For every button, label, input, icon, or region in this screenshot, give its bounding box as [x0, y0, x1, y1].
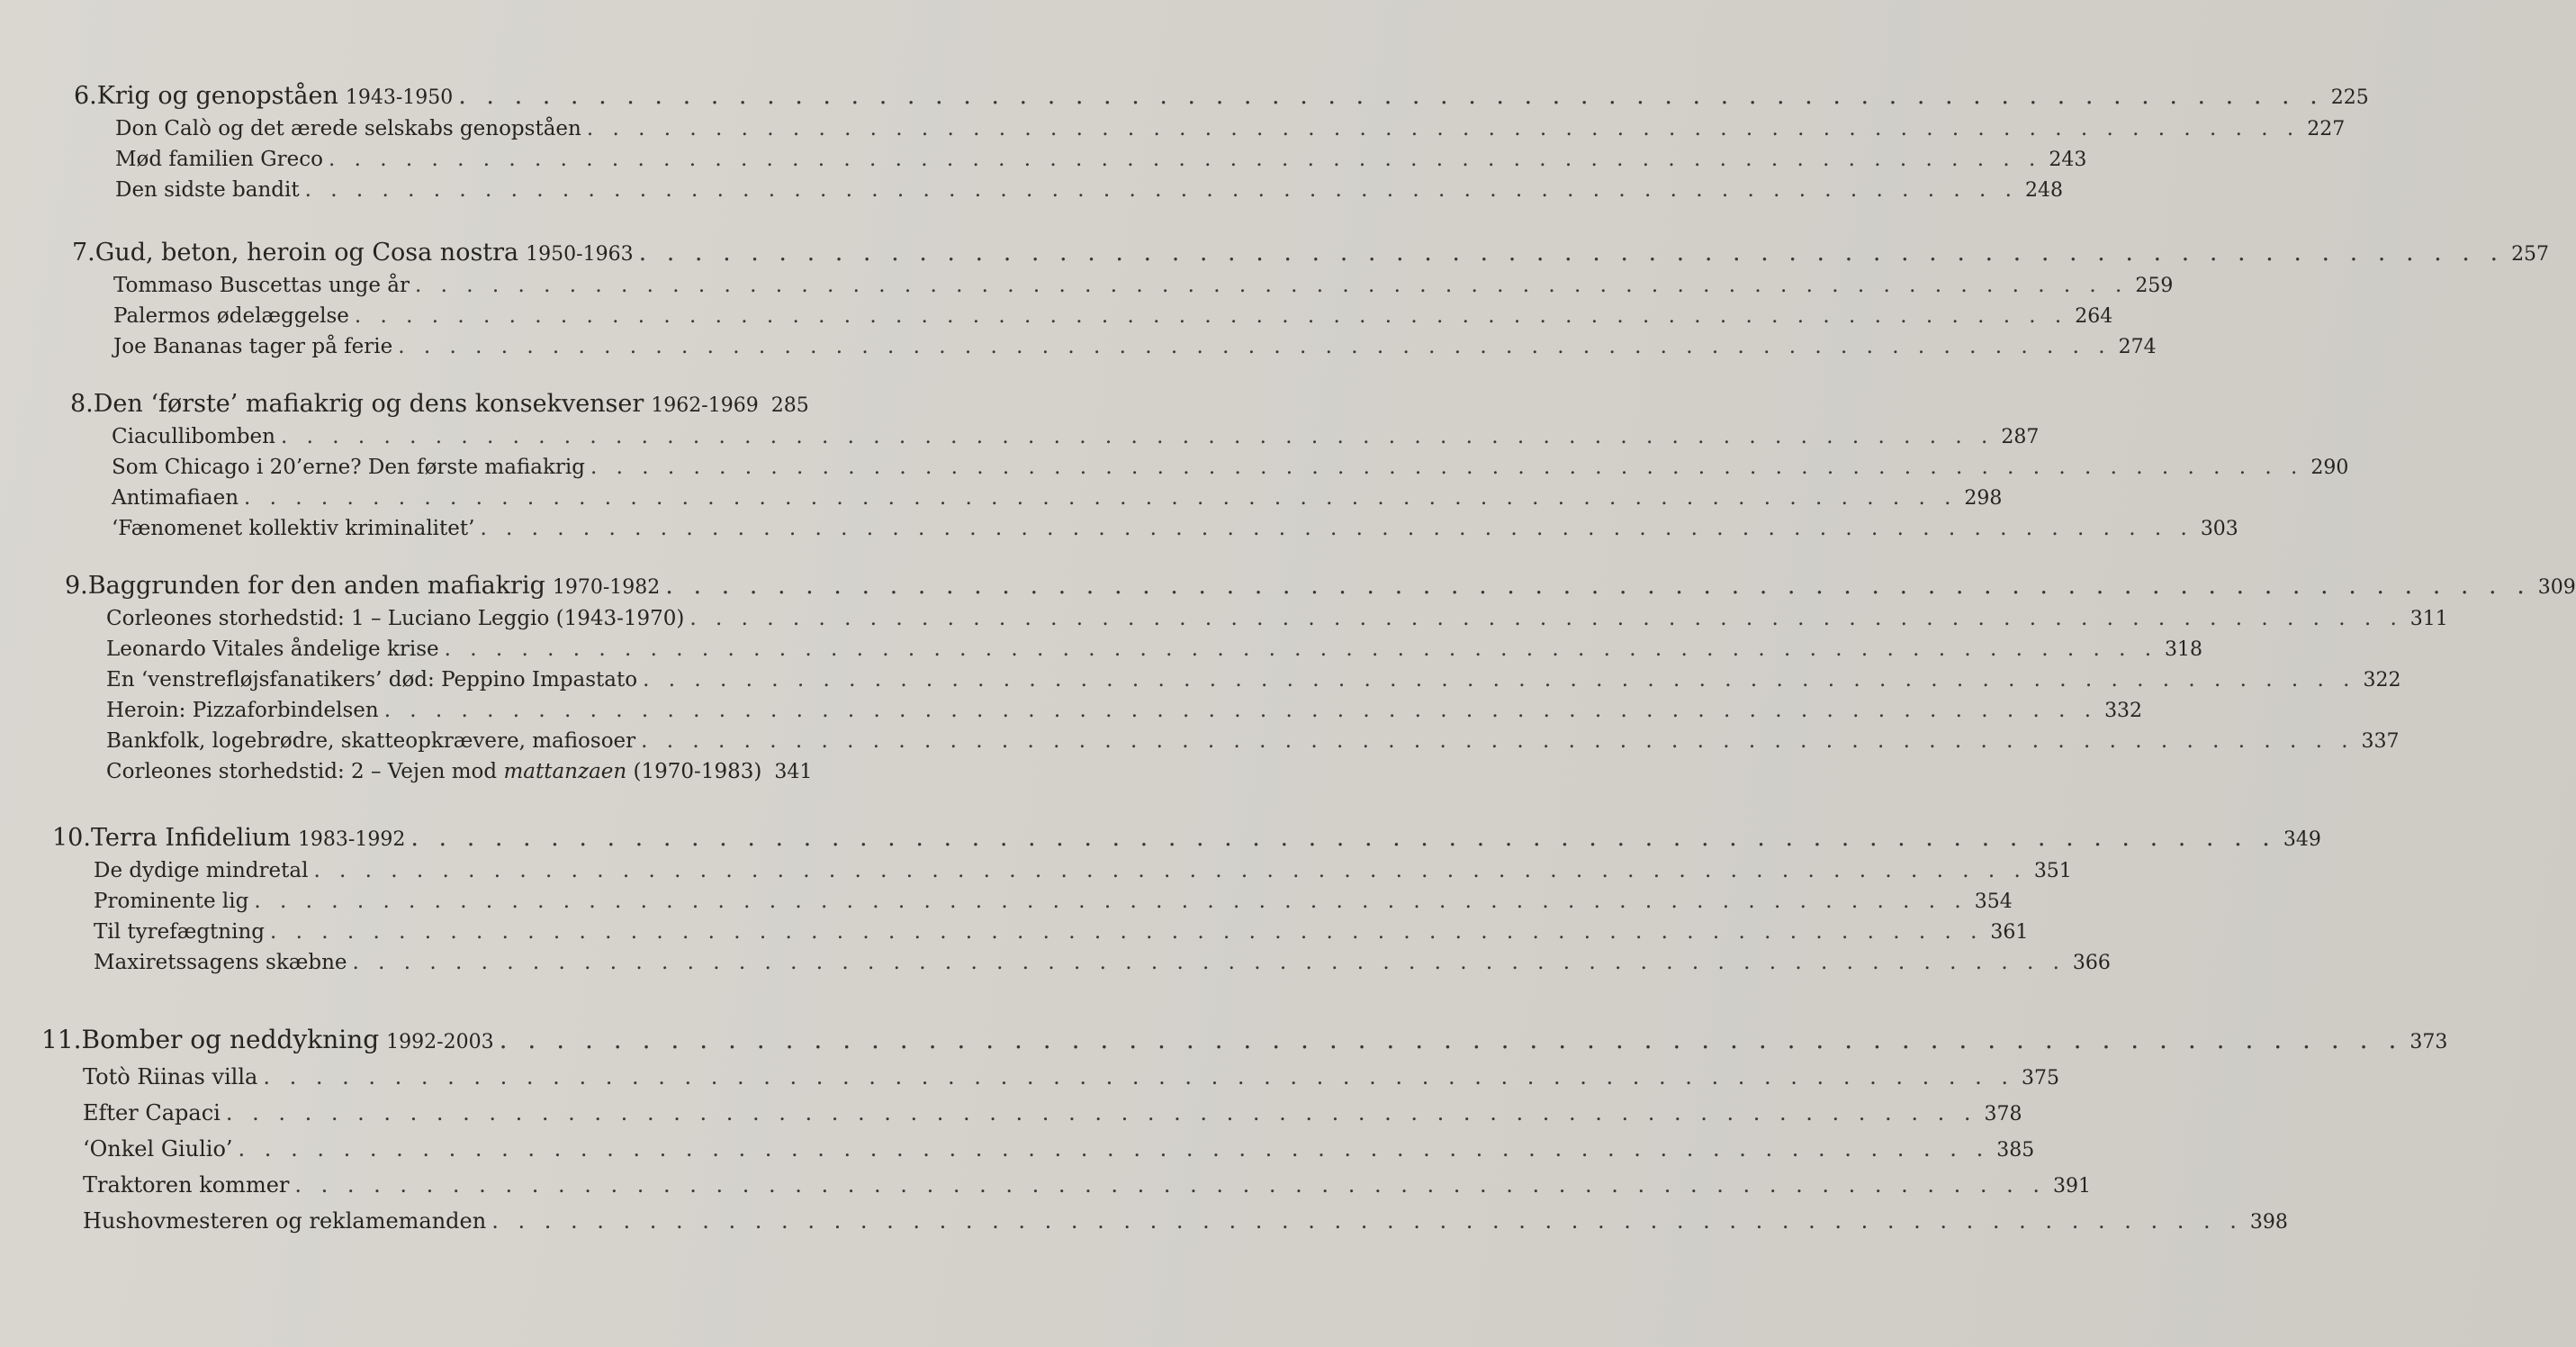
section-title: Leonardo Vitales åndelige krise [106, 637, 439, 661]
section-title-text: (1970-1983) [626, 760, 762, 783]
toc-section [70, 513, 2238, 544]
page-number: 337 [2361, 730, 2400, 753]
page-number: 287 [2001, 426, 2040, 448]
dot-leader [500, 1021, 2403, 1059]
chapter-heading [72, 236, 2550, 270]
section-title: Hushovmesteren og reklamemanden [83, 1208, 487, 1234]
dot-leader [329, 144, 2041, 175]
page-number: 375 [2022, 1067, 2059, 1089]
section-title: ‘Onkel Giulio’ [83, 1136, 233, 1162]
toc-section [65, 756, 813, 787]
toc-section [52, 917, 2029, 947]
page-number: 391 [2053, 1175, 2092, 1198]
page-number: 274 [2118, 336, 2157, 358]
toc-section [70, 483, 2003, 513]
page-number: 385 [1996, 1139, 2035, 1162]
toc-chapter-10 [52, 821, 2321, 978]
section-title: Don Calò og det ærede selskabs genopståen [115, 117, 581, 140]
page-number: 257 [2511, 243, 2550, 266]
dot-leader [458, 79, 2323, 113]
toc-chapter-11 [41, 1021, 2448, 1239]
dot-leader [665, 569, 2530, 603]
page-number: 264 [2075, 305, 2113, 328]
page-number: 398 [2249, 1211, 2288, 1234]
toc-chapter-6 [74, 79, 2369, 205]
toc-section [74, 144, 2087, 175]
dot-leader [384, 695, 2097, 726]
chapter-title: Baggrunden for den anden mafiakrig [87, 572, 545, 600]
dot-leader [590, 452, 2303, 483]
section-title: En ‘venstrefløjsfanatikers’ død: Peppino Impastato [106, 668, 638, 692]
page-number: 361 [1990, 921, 2029, 944]
section-title: Palermos ødelæggelse [113, 304, 349, 328]
chapter-years: 1992-2003 [386, 1031, 494, 1053]
section-title: Ciacullibomben [112, 425, 275, 448]
chapter-number: 10. [52, 824, 91, 852]
page-number: 366 [2072, 952, 2111, 974]
chapter-years: 1970-1982 [552, 576, 661, 599]
dot-leader [355, 301, 2067, 331]
page-number: 290 [2310, 457, 2349, 479]
dot-leader [587, 113, 2300, 144]
chapter-number: 11. [41, 1025, 82, 1054]
chapter-years: 1983-1992 [297, 828, 406, 851]
section-title: Antimafiaen [112, 486, 239, 510]
chapter-title: Terra Infidelium [90, 824, 291, 852]
page-number: 298 [1964, 487, 2003, 510]
dot-leader [643, 664, 2355, 695]
section-title: ‘Fænomenet kollektiv kriminalitet’ [112, 517, 475, 540]
section-title: Traktoren kommer [83, 1172, 290, 1198]
section-title [106, 756, 761, 787]
dot-leader [270, 917, 1983, 947]
section-title: Tommaso Buscettas unge år [113, 274, 410, 297]
toc-chapter-8 [70, 387, 2349, 544]
dot-leader [294, 1167, 2046, 1203]
toc-section [65, 603, 2448, 634]
section-title: Joe Bananas tager på ferie [113, 335, 393, 358]
chapter-title: Krig og genopståen [96, 82, 338, 110]
toc-section [74, 175, 2063, 205]
chapter-heading [52, 821, 2321, 855]
chapter-title: Den ‘første’ mafiakrig og dens konsekvenser [93, 390, 644, 418]
toc-section [41, 1131, 2035, 1167]
chapter-title: Gud, beton, heroin og Cosa nostra [95, 239, 519, 267]
page-number: 259 [2135, 275, 2174, 297]
section-title: Corleones storhedstid: 1 – Luciano Leggio (1943-1970) [106, 607, 685, 630]
chapter-years: 1950-1963 [526, 243, 634, 266]
section-title: Mød familien Greco [115, 148, 323, 171]
page-number: 351 [2033, 860, 2072, 882]
section-title: De dydige mindretal [94, 859, 309, 882]
page-number: 227 [2307, 118, 2346, 140]
toc-section [41, 1203, 2288, 1239]
dot-leader [491, 1203, 2243, 1239]
toc-section [52, 855, 2072, 886]
dot-leader [353, 947, 2066, 978]
dot-leader [281, 421, 1994, 452]
toc-section [72, 331, 2157, 362]
page-number: 225 [2330, 86, 2369, 109]
toc-section [41, 1167, 2092, 1203]
section-title: Den sidste bandit [115, 178, 300, 202]
section-title-italic: mattanzaen [503, 760, 627, 783]
page-number: 248 [2024, 179, 2063, 202]
chapter-heading [70, 387, 808, 421]
dot-leader [639, 236, 2504, 270]
section-title-text: Corleones storhedstid: 2 – Vejen mod [106, 760, 504, 783]
section-title: Som Chicago i 20’erne? Den første mafiakrig [112, 456, 585, 479]
page-number: 349 [2283, 828, 2321, 851]
toc-section [41, 1059, 2059, 1095]
dot-leader [244, 483, 1957, 513]
section-title: Prominente lig [94, 890, 249, 913]
chapter-years: 1962-1969 [651, 394, 759, 417]
dot-leader [226, 1095, 1977, 1131]
toc-section [65, 664, 2401, 695]
section-title: Efter Capaci [83, 1100, 221, 1126]
dot-leader [410, 821, 2275, 855]
toc-chapter-7 [72, 236, 2550, 362]
section-title: Maxiretssagens skæbne [94, 951, 347, 974]
dot-leader [263, 1059, 2014, 1095]
toc-section [52, 947, 2111, 978]
page-number: 322 [2363, 669, 2401, 692]
page-number: 332 [2104, 700, 2143, 722]
chapter-years: 1943-1950 [345, 86, 454, 109]
page-number: 378 [1984, 1103, 2022, 1126]
dot-leader [415, 270, 2128, 301]
dot-leader [305, 175, 2018, 205]
chapter-number: 7. [72, 239, 95, 267]
page-number: 311 [2409, 608, 2448, 630]
chapter-heading [65, 569, 2576, 603]
dot-leader [313, 855, 2026, 886]
dot-leader [641, 726, 2354, 756]
page-number: 373 [2409, 1031, 2448, 1053]
page-number: 243 [2049, 149, 2087, 171]
toc-chapter-9 [65, 569, 2576, 787]
toc-section [72, 270, 2174, 301]
dot-leader [254, 886, 1967, 917]
toc-section [70, 452, 2349, 483]
dot-leader [398, 331, 2111, 362]
chapter-number: 8. [70, 390, 94, 418]
chapter-number: 9. [65, 572, 88, 600]
page-number: 285 [770, 394, 809, 417]
dot-leader [480, 513, 2193, 544]
dot-leader [445, 634, 2157, 664]
section-title: Heroin: Pizzaforbindelsen [106, 699, 379, 722]
page-number: 354 [1974, 890, 2013, 913]
page-number: 309 [2537, 576, 2576, 599]
toc-section [41, 1095, 2022, 1131]
chapter-number: 6. [74, 82, 97, 110]
toc-section [65, 695, 2143, 726]
section-title: Til tyrefægtning [94, 920, 266, 944]
toc-section [65, 726, 2400, 756]
page-number: 318 [2165, 638, 2203, 661]
dot-leader [689, 603, 2402, 634]
section-title: Bankfolk, logebrødre, skatteopkrævere, mafiosoer [106, 729, 636, 753]
toc-section [70, 421, 2040, 452]
chapter-heading [74, 79, 2369, 113]
toc-section [72, 301, 2113, 331]
dot-leader [239, 1131, 1990, 1167]
toc-section [74, 113, 2346, 144]
chapter-heading [41, 1021, 2448, 1059]
chapter-title: Bomber og neddykning [81, 1025, 380, 1054]
toc-section [52, 886, 2013, 917]
page-number: 303 [2200, 518, 2238, 540]
section-title: Totò Riinas villa [83, 1064, 258, 1089]
page-number: 341 [774, 761, 813, 783]
toc-section [65, 634, 2203, 664]
